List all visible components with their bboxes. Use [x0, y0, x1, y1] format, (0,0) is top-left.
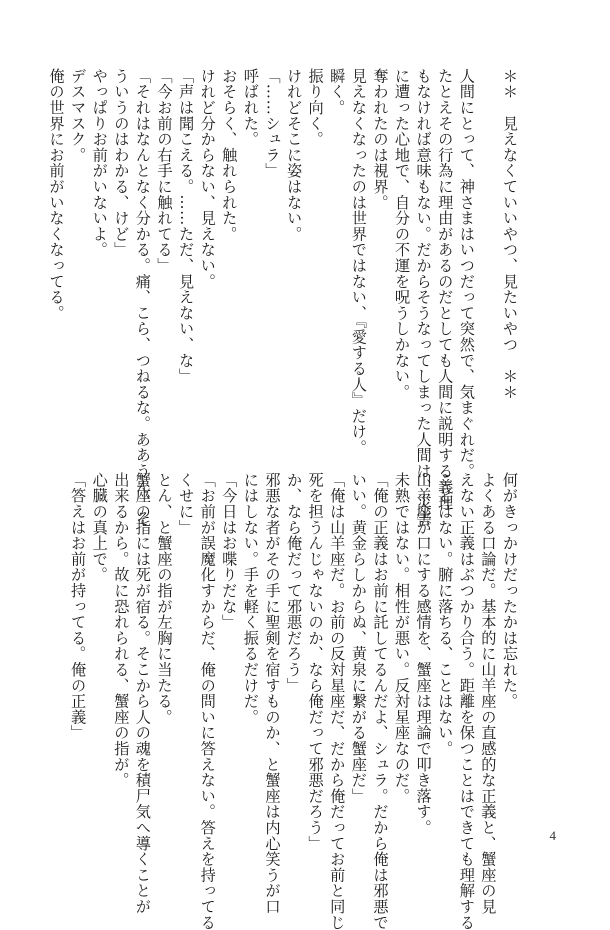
- text-line: 呼ばれた。: [241, 68, 260, 147]
- text-line: 「答えはお前が持ってる。俺の正義」: [69, 472, 88, 741]
- text-line: もなければ意味もない。だからそうなってしまった人間は、災害: [414, 68, 433, 527]
- text-line: 「俺は山羊座だ。お前の反対星座だ、だから俺だってお前と同じ: [328, 472, 347, 930]
- text-line: 未熟ではない。相性が悪い。反対星座なのだ。: [393, 472, 412, 804]
- text-line: やっぱりお前がいないよ。: [90, 68, 109, 258]
- text-line: 「俺の正義はお前に託してるんだよ、シュラ。だから俺は邪悪で: [371, 472, 390, 930]
- text-line: くせに」: [177, 472, 196, 536]
- text-line: 「今日はお喋りだな」: [220, 472, 239, 630]
- text-line: 見えなくなったのは世界ではない、『愛する人』だけ。: [349, 68, 368, 456]
- text-line: いい。黄金らしからぬ、黄泉に繋がる蟹座だ」: [349, 472, 368, 804]
- text-line: 山羊座が口にする感情を、蟹座は理論で叩き落す。: [414, 472, 433, 836]
- text-line: にはしない。手を軽く振るだけだ。: [241, 472, 260, 725]
- text-line: 奪われたのは視界。: [371, 68, 390, 211]
- text-line: デスマスク。: [69, 68, 88, 163]
- text-line: に遭った心地で、自分の不運を呪うしかない。: [393, 68, 412, 400]
- text-line: [477, 68, 499, 438]
- text-line: 邪悪な者がその手に聖剣を宿すものか、と蟹座は内心笑うが口: [263, 472, 282, 915]
- text-line: 「お前が誤魔化すからだ、俺の問いに答えない。答えを持ってる: [198, 472, 217, 930]
- text-line: 俺の世界にお前がいなくなってる。: [47, 68, 66, 321]
- text-line: よくある口論だ。基本的に山羊座の直感的な正義と、蟹座の見: [479, 472, 498, 915]
- text-line: 瞬く。: [328, 68, 347, 116]
- text-line: か、なら俺だって邪悪だろう」: [285, 472, 304, 694]
- text-line: 振り向く。: [306, 68, 325, 147]
- text-line: けれど分からない、見えない。: [198, 68, 217, 290]
- text-line: 「……シュラ」: [263, 68, 282, 179]
- text-line: 「声は聞こえる。……ただ、見えない、な」: [177, 68, 196, 384]
- text-line: 死を担うんじゃないのか、なら俺だって邪悪だろう」: [306, 472, 325, 852]
- text-line: 「それはなんとなく分かる。痛、こら、つねるな。ああうん、そ: [133, 68, 152, 527]
- lower-text-block: [69, 472, 520, 930]
- page-number: 4: [549, 828, 556, 843]
- text-line: とん、と蟹座の指が左胸に当たる。: [155, 472, 174, 725]
- text-line: えない正義はぶつかり合う。距離を保つことはできても理解する: [457, 472, 476, 930]
- text-line: 人間にとって、神さまはいつだって突然で、気まぐれだ。: [457, 68, 476, 479]
- text-line: 何がきっかけだったかは忘れた。: [501, 472, 519, 709]
- text-line: おそらく、触れられた。: [220, 68, 239, 242]
- text-line: 出来るから。故に恐れられる、蟹座の指が。: [112, 472, 131, 788]
- text-line: けれどそこに姿はない。: [285, 68, 304, 242]
- text-line: ＊＊ 見えなくていいやつ、見たいやつ ＊＊: [501, 68, 519, 400]
- text-line: 「今お前の右手に触れてる」: [155, 68, 174, 274]
- text-line: 心臓の真上で。: [90, 472, 109, 583]
- text-line: 蟹座の指には死が宿る。そこから人の魂を積尸気へ導くことが: [133, 472, 152, 915]
- text-line: たとえその行為に理由があるのだとしても人間に説明する義理: [436, 68, 455, 511]
- text-line: ことはない。腑に落ちる、ことはない。: [436, 472, 455, 757]
- text-line: ういうのはわかる、けど」: [112, 68, 131, 258]
